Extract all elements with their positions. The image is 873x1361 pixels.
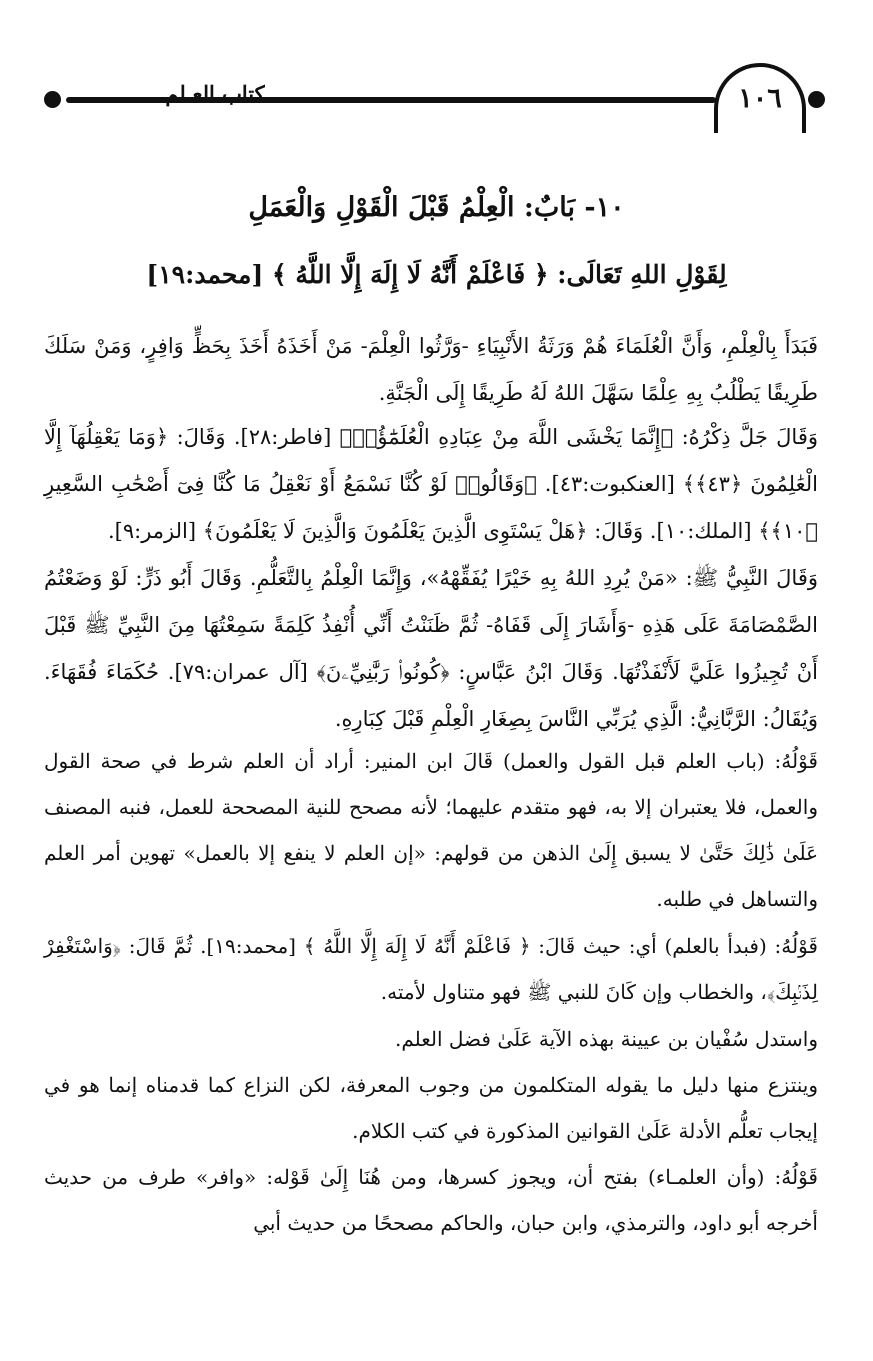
verse-heading: لِقَوْلِ اللهِ تَعَالَى: ﴿ فَاعْلَمْ أَنَّهُ لَا إِلَهَ إِلَّا اللَّهُ ﴾ [محمد:١٩] <box>146 260 727 289</box>
text-paragraph-3: وَقَالَ النَّبِيُّ ﷺ: «مَنْ يُرِدِ اللهُ بِهِ خَيْرًا يُفَقِّهْهُ»، وَإِنَّمَا الْعِلْمُ بِالتَّعَلُّمِ. وَقَالَ أَبُو ذَرٍّ: لَوْ وَضَعْتُمُ الصَّمْصَامَةَ عَلَى هَذِهِ -وَأَشَارَ إِلَى قَفَاهُ- ثُمَّ ظَنَنْتُ أَنِّي أُنْفِذُ كَلِمَةً سَمِعْتُهَا مِنَ النَّبِيِّ ﷺ قَبْلَ أَنْ تُجِيزُوا عَلَيَّ لَأَنْفَذْتُهَا. وَقَالَ ابْنُ عَبَّاسٍ: ﴿كُونُوا۟ رَبَّٰنِيِّۦنَ﴾ [آل عمران:٧٩]. حُكَمَاءَ فُقَهَاءَ. وَيُقَالُ: الرَّبَّانِيُّ: الَّذِي يُرَبِّي النَّاسَ بِصِغَارِ الْعِلْمِ قَبْلَ كِبَارِهِ. <box>44 566 818 731</box>
commentary-paragraph-4: وينتزع منها دليل ما يقوله المتكلمون من وجوب المعرفة، لكن النزاع كما قدمناه إنما هو في إيجاب تعلُّم الأدلة عَلَىٰ القوانين المذكورة في كتب الكلام. <box>44 1073 818 1143</box>
text-paragraph-2: وَقَالَ جَلَّ ذِكْرُهُ: ﴿إِنَّمَا يَخْشَى اللَّهَ مِنْ عِبَادِهِ الْعُلَمَٰٓؤُا۟﴾ [فاطر:٢٨]. وَقَالَ: ﴿وَمَا يَعْقِلُهَآ إِلَّا الْعَٰلِمُونَ ﴿٤٣﴾﴾ [العنكبوت:٤٣]. ﴿وَقَالُوا۟ لَوْ كُنَّا نَسْمَعُ أَوْ نَعْقِلُ مَا كُنَّا فِىٓ أَصْحَٰبِ السَّعِيرِ ﴿١٠﴾﴾ [الملك:١٠]. وَقَالَ: ﴿هَلْ يَسْتَوِى الَّذِينَ يَعْلَمُونَ وَالَّذِينَ لَا يَعْلَمُونَ﴾ [الزمر:٩]. <box>44 425 818 543</box>
page-header <box>0 55 873 145</box>
running-title: كتاب العـلم <box>165 81 265 106</box>
commentary-paragraph-2: قَوْلُهُ: (فبدأ بالعلم) أي: حيث قَالَ: ﴿ فَاعْلَمْ أَنَّهُ لَا إِلَهَ إِلَّا اللَّهُ ﴾ [محمد:١٩]. ثُمَّ قَالَ: ﴿وَاسْتَغْفِرْ لِذَنۢبِكَ﴾، والخطاب وإن كَانَ للنبي ﷺ فهو متناول لأمته. <box>44 934 818 1004</box>
chapter-title: ١٠- بَابٌ: الْعِلْمُ قَبْلَ الْقَوْلِ وَالْعَمَلِ <box>248 192 625 223</box>
text-paragraph-1: فَبَدَأَ بِالْعِلْمِ، وَأَنَّ الْعُلَمَاءَ هُمْ وَرَثَةُ الأَنْبِيَاءِ -وَرَّثُوا الْعِلْمَ- مَنْ أَخَذَهُ أَخَذَ بِحَظٍّ وَافِرٍ، وَمَنْ سَلَكَ طَرِيقًا يَطْلُبُ بِهِ عِلْمًا سَهَّلَ اللهُ لَهُ طَرِيقًا إِلَى الْجَنَّةِ. <box>44 334 818 405</box>
ornament-dot-right <box>808 91 825 108</box>
commentary-paragraph-1: قَوْلُهُ: (باب العلم قبل القول والعمل) قَالَ ابن المنير: أراد أن العلم شرط في صحة القول والعمل، فلا يعتبران إلا به، فهو متقدم عليهما؛ لأنه مصحح للنية المصححة للعمل، فنبه المصنف عَلَىٰ ذَٰلِكَ حَتَّىٰ لا يسبق إِلَىٰ الذهن من قولهم: «إن العلم لا ينفع إلا بالعمل» تهوين أمر العلم والتساهل في طلبه. <box>44 749 818 911</box>
ornament-dot-left <box>44 91 61 108</box>
commentary-paragraph-3: واستدل سُفْيان بن عيينة بهذه الآية عَلَىٰ فضل العلم. <box>394 1027 818 1051</box>
page-number: ١٠٦ <box>738 83 782 114</box>
commentary-paragraph-5: قَوْلُهُ: (وأن العلمـاء) بفتح أن، ويجوز كسرها، ومن هُنَا إِلَىٰ قَوْله: «وافر» طرف من حديث أخرجه أبو داود، والترمذي، وابن حبان، والحاكم مصححًا من حديث أبي <box>44 1165 818 1235</box>
